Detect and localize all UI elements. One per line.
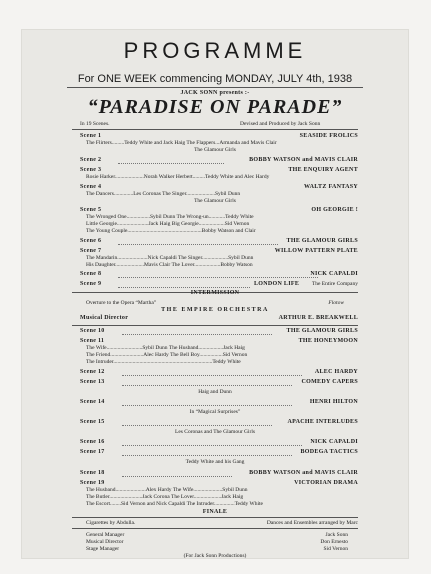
scene-cast-line: Teddy White and his Gang bbox=[185, 459, 245, 465]
scene-cast-line: The Dancers..............Les Coronas The Singer.....................Sybil Dunn bbox=[86, 191, 241, 197]
leader-dots bbox=[122, 405, 292, 406]
scene-label: Scene 2 bbox=[80, 157, 102, 163]
scene-label: Scene 1 bbox=[80, 133, 102, 139]
devised-by: Devised and Produced by Jack Sonn bbox=[240, 121, 321, 127]
scene-label: Scene 11 bbox=[80, 338, 105, 344]
scene-title: LONDON LIFE bbox=[254, 281, 300, 287]
scene-label: Scene 19 bbox=[80, 480, 105, 486]
scene-cast-line: Rosie Harker.....................Norah Walker Herbert.........Teddy White and Alec Hardy bbox=[86, 174, 270, 180]
scene-label: Scene 10 bbox=[80, 328, 105, 334]
scene-cast-line: The Glamour Girls bbox=[194, 147, 236, 153]
scene-label: Scene 17 bbox=[80, 449, 105, 455]
scene-label: Scene 16 bbox=[80, 439, 105, 445]
staff-role: General Manager bbox=[86, 532, 125, 538]
composer: Flotow bbox=[328, 300, 344, 306]
director-label: Musical Director bbox=[80, 315, 129, 321]
scene-cast-line: The Wife..........................Sybil Dunn The Husband..................Jack Haig bbox=[86, 345, 245, 351]
divider bbox=[72, 528, 358, 529]
scene-cast-line: In “Magical Surprises” bbox=[189, 409, 241, 415]
scene-title: BOBBY WATSON and MAVIS CLAIR bbox=[249, 157, 358, 163]
scene-title: NICK CAPALDI bbox=[310, 439, 358, 445]
leader-dots bbox=[118, 287, 250, 288]
scene-label: Scene 14 bbox=[80, 399, 105, 405]
staff-name: Don Ernesto bbox=[320, 539, 348, 545]
presenter-line: JACK SONN presents :- bbox=[180, 90, 250, 96]
scene-cast-line: The Glamour Girls bbox=[194, 198, 236, 204]
divider bbox=[72, 517, 358, 518]
programme-title: PROGRAMME bbox=[123, 38, 307, 63]
scene-title: VICTORIAN DRAMA bbox=[294, 480, 358, 486]
cigarettes-credit: Cigarettes by Abdulla. bbox=[86, 520, 136, 526]
scene-title: THE GLAMOUR GIRLS bbox=[286, 238, 358, 244]
scene-title: BODEGA TACTICS bbox=[300, 449, 358, 455]
scene-cast-line: The Wronged One.................Sybil Dunn The Wrong-un............Teddy White bbox=[86, 214, 254, 220]
leader-dots bbox=[122, 455, 292, 456]
leader-dots bbox=[118, 277, 318, 278]
leader-dots bbox=[122, 334, 272, 335]
leader-dots bbox=[122, 375, 302, 376]
leader-dots bbox=[118, 244, 278, 245]
scene-title: COMEDY CAPERS bbox=[301, 379, 358, 385]
leader-dots bbox=[122, 476, 232, 477]
scene-cast-line: Les Coronas and The Glamour Girls bbox=[174, 429, 256, 435]
scene-title: BOBBY WATSON and MAVIS CLAIR bbox=[249, 470, 358, 476]
scene-cast-line: The Intruder........................................................................Teddy White bbox=[86, 359, 241, 365]
scene-title: THE HONEYMOON bbox=[298, 338, 358, 344]
scene-title: WALTZ FANTASY bbox=[304, 184, 358, 190]
footer-credit: (For Jack Sonn Productions) bbox=[183, 553, 247, 559]
overture: Overture to the Opera “Martha” bbox=[86, 300, 157, 306]
scene-cast-line: Haig and Dunn bbox=[198, 389, 232, 395]
show-title: “PARADISE ON PARADE” bbox=[87, 96, 343, 118]
scenes-note: In 19 Scenes. bbox=[80, 121, 110, 127]
leader-dots bbox=[122, 425, 272, 426]
scene-cast-line: The Flirters.........Teddy White and Jack Haig The Flappers...Armanda and Mavis Clair bbox=[86, 140, 277, 146]
director-name: ARTHUR E. BREAKWELL bbox=[278, 315, 358, 321]
scene-label: Scene 5 bbox=[80, 207, 102, 213]
scene-title: THE ENQUIRY AGENT bbox=[288, 167, 358, 173]
scene-cast-line: The Escort........Sid Vernon and Nick Capaldi The Intruder...............Teddy White bbox=[86, 501, 263, 507]
scene-title: ALEC HARDY bbox=[314, 369, 358, 375]
scene-title: HENRI HILTON bbox=[309, 399, 358, 405]
scene-label: Scene 15 bbox=[80, 419, 105, 425]
scene-label: Scene 6 bbox=[80, 238, 102, 244]
scene-cast-line: The Friend........................Alec Hardy The Bell Boy.................Sid Vernon bbox=[86, 352, 248, 358]
leader-dots bbox=[118, 163, 224, 164]
divider bbox=[72, 325, 358, 326]
scene-cast-line: The Butler........................Jack Corona The Lover....................Jack Haig bbox=[86, 494, 244, 500]
finale: FINALE bbox=[202, 509, 228, 515]
scene-title: SEASIDE FROLICS bbox=[299, 133, 358, 139]
leader-dots bbox=[122, 445, 302, 446]
divider bbox=[72, 129, 358, 130]
orchestra: THE EMPIRE ORCHESTRA bbox=[161, 307, 269, 313]
scene-label: Scene 4 bbox=[80, 184, 102, 190]
scene-cast-line: The Husband......................Alex Hardy The Wife.....................Sybil Dunn bbox=[86, 487, 248, 493]
scene-title: OH GEORGIE ! bbox=[311, 207, 358, 213]
staff-name: Jack Sonn bbox=[325, 532, 348, 538]
intermission-label: INTERMISSION bbox=[190, 290, 240, 296]
scene-title: APACHE INTERLUDES bbox=[287, 419, 358, 425]
scene-label: Scene 18 bbox=[80, 470, 105, 476]
scene-cast-line: The Young Couple......................................................Bobby Watson and Clair bbox=[86, 228, 256, 234]
divider bbox=[67, 87, 363, 88]
scene-label: Scene 9 bbox=[80, 281, 102, 287]
scene-cast-line: Little Georgie.......................Jack Haig Big Georgie...................Sid Vernon bbox=[86, 221, 250, 227]
staff-role: Stage Manager bbox=[86, 546, 120, 552]
scene-label: Scene 7 bbox=[80, 248, 102, 254]
scene-extra: The Entire Company bbox=[311, 281, 358, 287]
programme-sheet bbox=[22, 30, 408, 558]
staff-role: Musical Director bbox=[86, 539, 124, 545]
scene-cast-line: His Daughter.....................Mavis Clair The Lover...................Bobby Watson bbox=[86, 262, 253, 268]
scene-label: Scene 12 bbox=[80, 369, 105, 375]
dances-credit: Dances and Ensembles arranged by Marc bbox=[266, 520, 358, 526]
scene-cast-line: The Mandarin......................Nick Capaldi The Singer...................Sybil Dunn bbox=[86, 255, 254, 261]
scene-title: THE GLAMOUR GIRLS bbox=[286, 328, 358, 334]
scene-title: NICK CAPALDI bbox=[310, 271, 358, 277]
scene-label: Scene 13 bbox=[80, 379, 105, 385]
scene-label: Scene 8 bbox=[80, 271, 102, 277]
staff-name: Sid Vernon bbox=[323, 546, 348, 552]
scene-label: Scene 3 bbox=[80, 167, 102, 173]
week-subtitle: For ONE WEEK commencing MONDAY, JULY 4th, 1938 bbox=[77, 73, 353, 85]
leader-dots bbox=[122, 385, 292, 386]
scene-title: WILLOW PATTERN PLATE bbox=[274, 248, 358, 254]
